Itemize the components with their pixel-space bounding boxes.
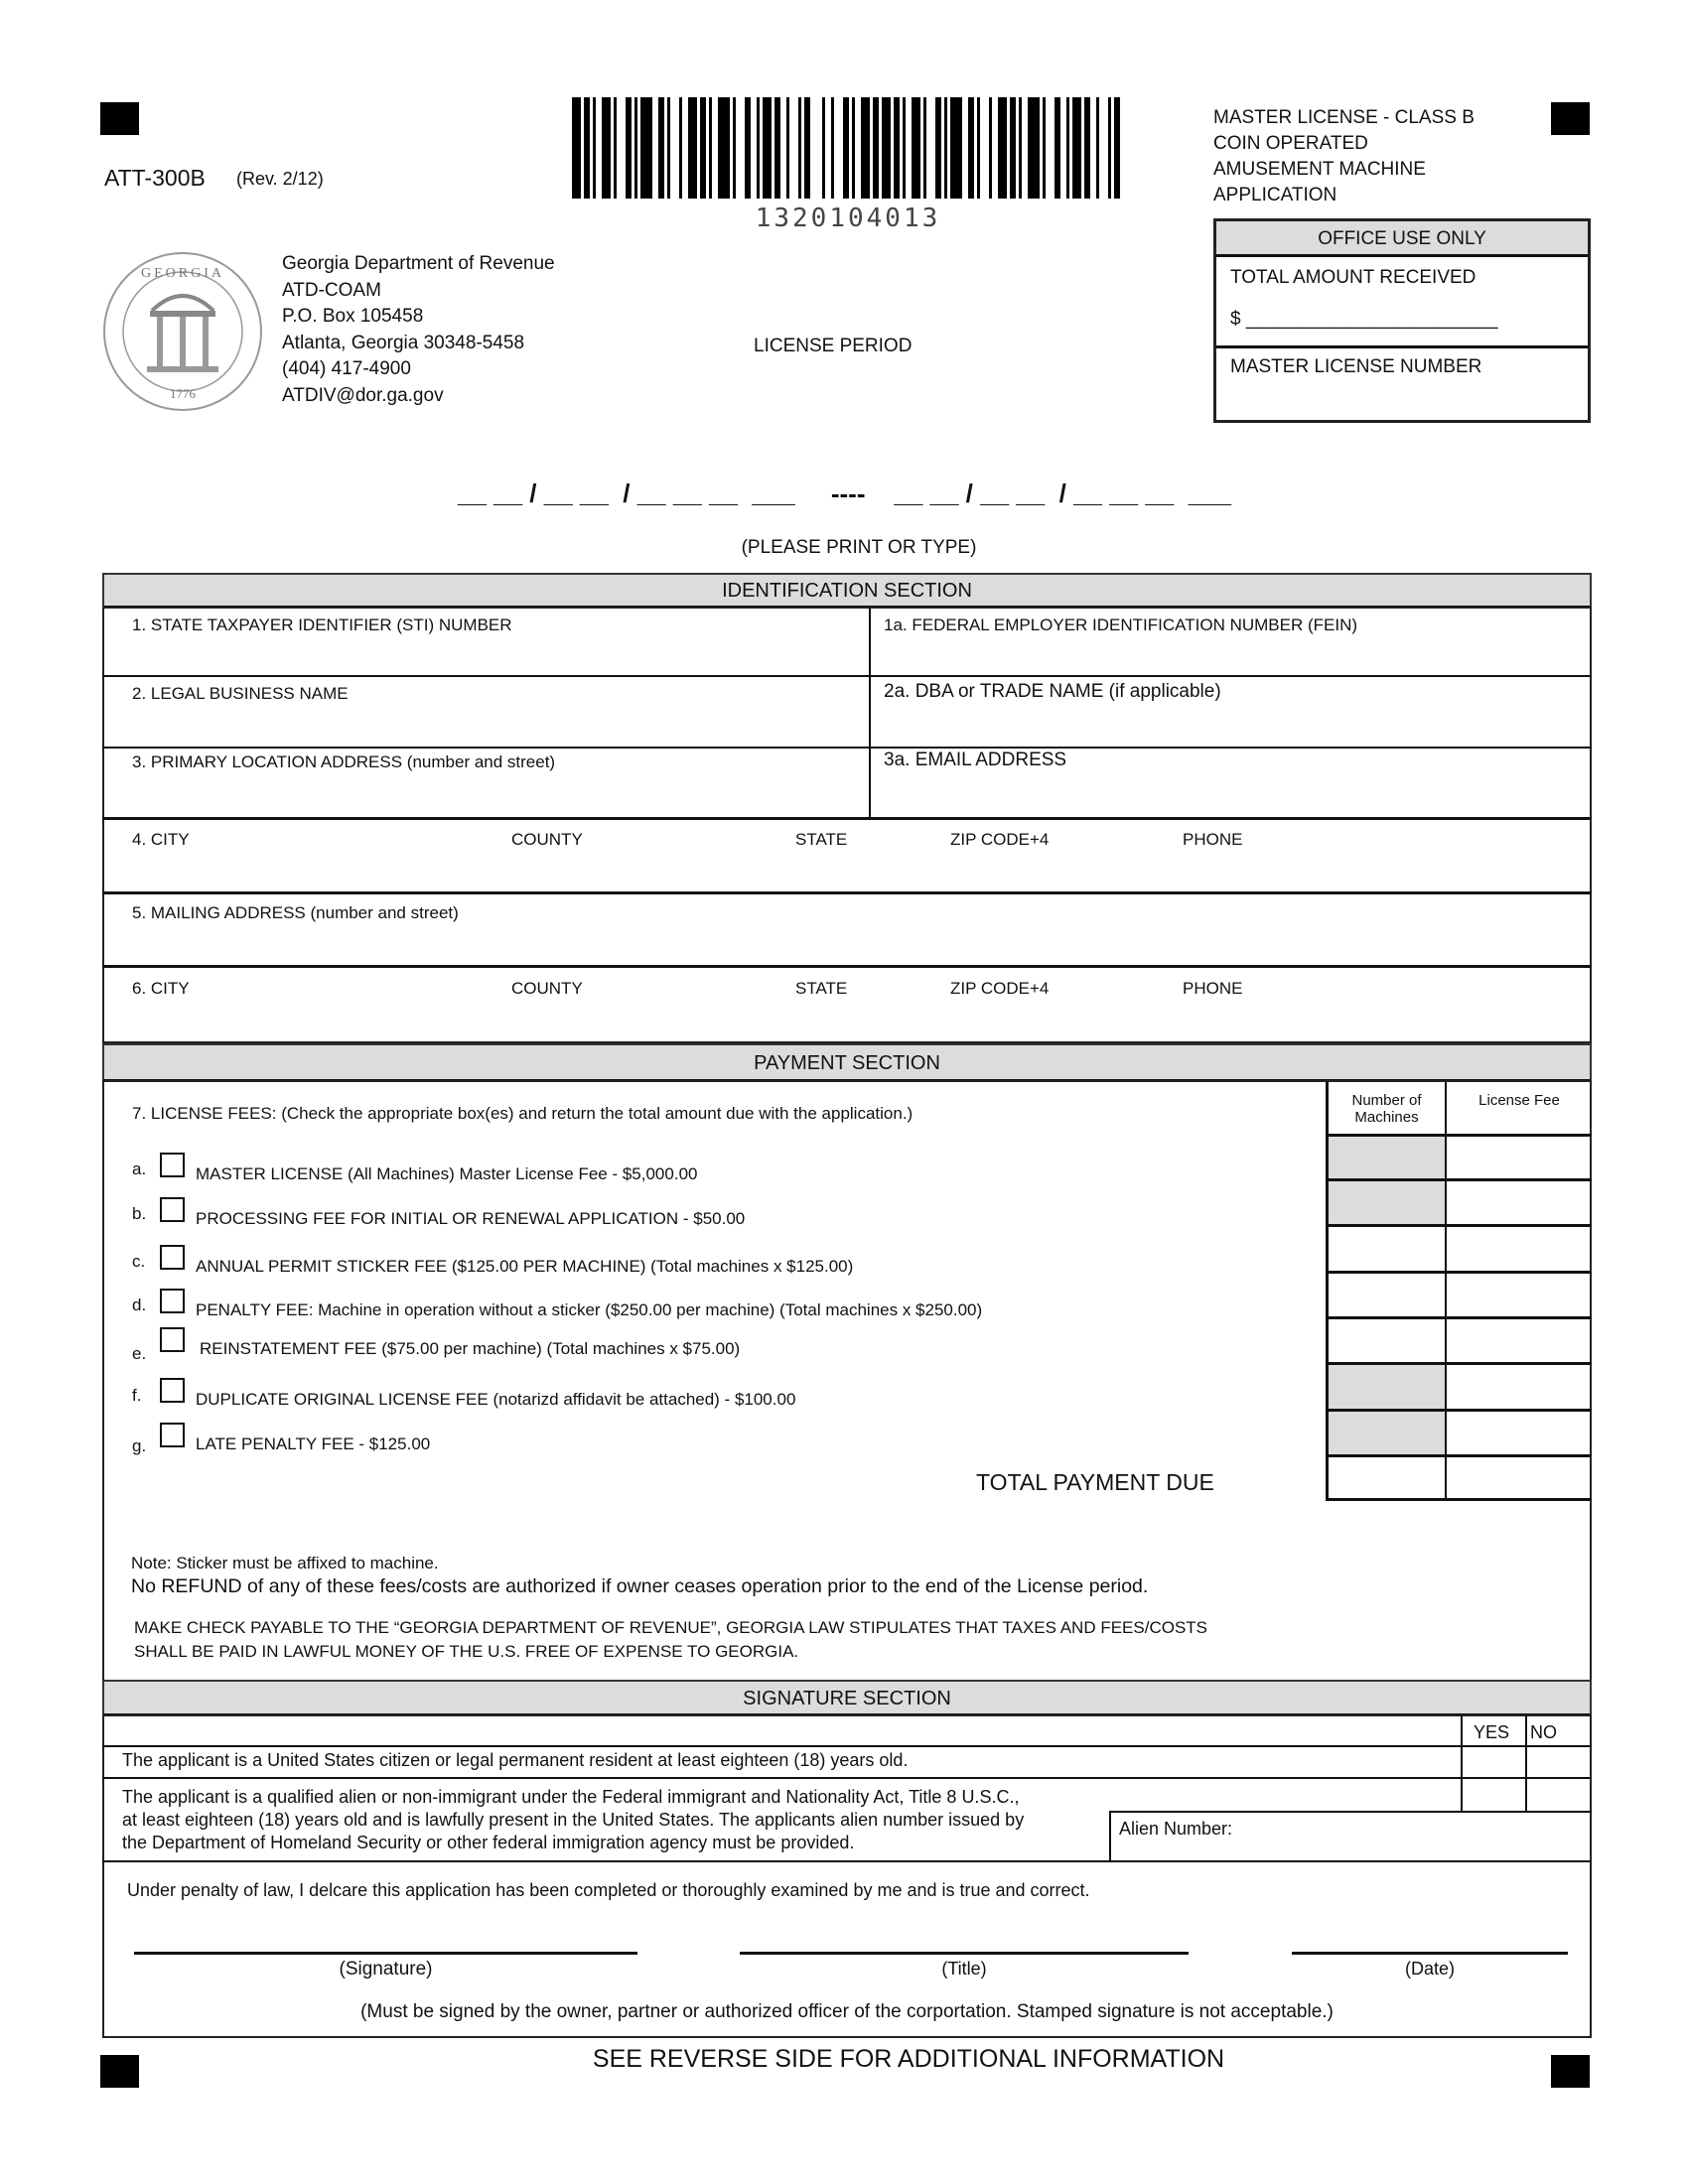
date-line[interactable]	[1292, 1952, 1568, 1955]
license-fee-cell[interactable]	[1447, 1457, 1592, 1498]
citizen-statement: The applicant is a United States citizen or legal permanent resident at least eighteen (18) years old.	[122, 1750, 909, 1770]
city-field[interactable]: 4. CITY	[132, 830, 190, 849]
fee-row	[1326, 1227, 1592, 1274]
georgia-seal-logo	[102, 251, 263, 412]
fee-item-label: REINSTATEMENT FEE ($75.00 per machine) (Total machines x $75.00)	[200, 1339, 741, 1358]
alien-line: at least eighteen (18) years old and is lawfully present in the United States. The applicants alien number issued by	[122, 1810, 1025, 1830]
number-of-machines-cell[interactable]	[1326, 1274, 1447, 1316]
registration-mark	[100, 102, 139, 135]
fee-row	[1326, 1319, 1592, 1365]
col-number-of-machines: Number of Machines	[1326, 1082, 1447, 1134]
barcode-bar	[763, 97, 772, 199]
alien-line: The applicant is a qualified alien or non-immigrant under the Federal immigrant and Nationality Act, Title 8 U.S.C.,	[122, 1787, 1020, 1807]
barcode-bar	[658, 97, 664, 199]
total-row	[1326, 1457, 1592, 1501]
barcode-bar	[640, 97, 652, 199]
barcode-bar	[679, 97, 682, 199]
fee-item-label: PENALTY FEE: Machine in operation without a sticker ($250.00 per machine) (Total machines x $250.00)	[196, 1300, 983, 1319]
address-line: ATD-COAM	[282, 279, 381, 301]
license-fee-cell[interactable]	[1447, 1319, 1592, 1362]
fee-item-letter: b.	[132, 1204, 147, 1223]
barcode-bar	[998, 97, 1007, 199]
license-fee-cell[interactable]	[1447, 1412, 1592, 1454]
number-of-machines-cell	[1326, 1365, 1447, 1409]
barcode-bar	[634, 97, 637, 199]
fee-item-checkbox[interactable]	[160, 1289, 185, 1313]
barcode-bar	[1019, 97, 1022, 199]
fee-item-checkbox[interactable]	[160, 1153, 185, 1177]
zip-field[interactable]: ZIP CODE+4	[950, 830, 1050, 849]
barcode-bar	[1028, 97, 1040, 199]
fee-item-checkbox[interactable]	[160, 1327, 185, 1352]
barcode-bar	[774, 97, 780, 199]
email-link[interactable]: ATDIV@dor.ga.gov	[282, 384, 444, 406]
license-period-label: LICENSE PERIOD	[754, 336, 913, 356]
svg-text:1776: 1776	[170, 386, 196, 401]
license-fees-instruction: 7. LICENSE FEES: (Check the appropriate box(es) and return the total amount due with the application.)	[132, 1104, 914, 1123]
form-id: ATT-300B	[104, 165, 206, 191]
barcode-bar	[1084, 97, 1090, 199]
fee-row	[1326, 1181, 1592, 1227]
barcode-bar	[935, 97, 941, 199]
signature-label: (Signature)	[339, 1959, 433, 1979]
total-amount-received	[1216, 257, 1588, 348]
check-note-line2: SHALL BE PAID IN LAWFUL MONEY OF THE U.S. FREE OF EXPENSE TO GEORGIA.	[134, 1642, 799, 1661]
total-received-field[interactable]: $ ________________________	[1230, 309, 1498, 330]
fee-item-label: ANNUAL PERMIT STICKER FEE ($125.00 PER MACHINE) (Total machines x $125.00)	[196, 1257, 854, 1276]
signing-requirement: (Must be signed by the owner, partner or authorized officer of the corportation. Stamped signature is not acceptable.)	[360, 2001, 1334, 2022]
mailing-city-field[interactable]: 6. CITY	[132, 979, 190, 998]
title-line: MASTER LICENSE - CLASS B	[1213, 107, 1475, 128]
citizen-yes-box[interactable]	[1463, 1747, 1524, 1775]
barcode-bar	[894, 97, 900, 199]
office-use-title: OFFICE USE ONLY	[1216, 221, 1588, 257]
license-period-dates[interactable]: __ __ / __ __ / __ __ __ ___ ---- __ __ / __ __ / __ __ __ ___	[458, 478, 1232, 508]
title-label: (Title)	[941, 1959, 987, 1979]
barcode-bar	[1010, 97, 1016, 199]
barcode-bar	[1114, 97, 1120, 199]
barcode-bar	[786, 97, 789, 199]
number-of-machines-cell[interactable]	[1326, 1457, 1447, 1498]
license-fee-cell[interactable]	[1447, 1274, 1592, 1316]
barcode-bar	[1108, 97, 1111, 199]
barcode-bar	[593, 97, 596, 199]
address-line: Georgia Department of Revenue	[282, 253, 555, 274]
fee-item-letter: c.	[132, 1252, 146, 1271]
barcode-bar	[912, 97, 920, 199]
barcode-bar	[584, 97, 590, 199]
fee-item-label: LATE PENALTY FEE - $125.00	[196, 1434, 431, 1453]
check-note-line1: MAKE CHECK PAYABLE TO THE “GEORGIA DEPARTMENT OF REVENUE”, GEORGIA LAW STIPULATES THAT TAXES AND FEES/COSTS	[134, 1618, 1208, 1637]
email-address-field[interactable]: 3a. EMAIL ADDRESS	[884, 750, 1067, 770]
sticker-note: Note: Sticker must be affixed to machine.	[131, 1554, 439, 1572]
fee-item-checkbox[interactable]	[160, 1423, 185, 1447]
barcode-bar	[1072, 97, 1081, 199]
citizen-no-box[interactable]	[1527, 1747, 1591, 1775]
mailing-zip-field[interactable]: ZIP CODE+4	[950, 979, 1050, 998]
barcode-bar	[822, 97, 825, 199]
license-fee-cell[interactable]	[1447, 1365, 1592, 1409]
agency-address	[282, 251, 555, 409]
barcode-bar	[950, 97, 962, 199]
address-line: (404) 417-4900	[282, 358, 411, 379]
title-line[interactable]	[740, 1952, 1189, 1955]
svg-text:GEORGIA: GEORGIA	[141, 266, 224, 281]
barcode-bar	[923, 97, 926, 199]
yes-column-label: YES	[1474, 1722, 1510, 1742]
barcode-number: 1320104013	[755, 204, 941, 233]
alien-statement	[122, 1786, 1024, 1854]
sti-number-field[interactable]: 1. STATE TAXPAYER IDENTIFIER (STI) NUMBER	[132, 615, 512, 634]
barcode-bar	[944, 97, 947, 199]
total-payment-due-label: TOTAL PAYMENT DUE	[976, 1469, 1214, 1495]
number-of-machines-cell	[1326, 1181, 1447, 1224]
barcode-bar	[745, 97, 751, 199]
form-title	[1213, 105, 1475, 208]
barcode-bar	[757, 97, 760, 199]
print-note: (PLEASE PRINT OR TYPE)	[741, 537, 977, 558]
barcode-bar	[798, 97, 801, 199]
number-of-machines-cell	[1326, 1412, 1447, 1454]
number-of-machines-cell[interactable]	[1326, 1319, 1447, 1362]
license-fee-cell[interactable]	[1447, 1137, 1592, 1178]
barcode-bar	[709, 97, 712, 199]
primary-address-field[interactable]: 3. PRIMARY LOCATION ADDRESS (number and street)	[132, 752, 556, 771]
mailing-phone-field[interactable]: PHONE	[1183, 979, 1243, 998]
barcode-bar	[718, 97, 730, 199]
barcode-bar	[861, 97, 870, 199]
barcode-bar	[843, 97, 849, 199]
fee-table	[1326, 1082, 1592, 1501]
barcode-bar	[572, 97, 581, 199]
address-line: P.O. Box 105458	[282, 306, 424, 327]
fee-item-label: DUPLICATE ORIGINAL LICENSE FEE (notarizd affidavit be attached) - $100.00	[196, 1390, 796, 1409]
total-received-label: TOTAL AMOUNT RECEIVED	[1230, 267, 1477, 288]
no-column-label: NO	[1530, 1722, 1557, 1742]
fee-item-letter: g.	[132, 1436, 147, 1455]
mailing-address-field[interactable]: 5. MAILING ADDRESS (number and street)	[132, 903, 459, 922]
barcode-bar	[989, 97, 992, 199]
barcode-bar	[614, 97, 617, 199]
barcode-bar	[977, 97, 980, 199]
barcode-bar	[968, 97, 974, 199]
fee-row	[1326, 1365, 1592, 1412]
fee-item-label: PROCESSING FEE FOR INITIAL OR RENEWAL APPLICATION - $50.00	[196, 1209, 746, 1228]
fee-item-letter: e.	[132, 1344, 147, 1363]
refund-note: No REFUND of any of these fees/costs are authorized if owner ceases operation prior to the end of the License period.	[131, 1575, 1149, 1597]
master-license-number[interactable]: MASTER LICENSE NUMBER	[1230, 356, 1482, 377]
alien-line: the Department of Homeland Security or other federal immigration agency must be provided.	[122, 1833, 855, 1852]
title-line: COIN OPERATED	[1213, 133, 1368, 154]
identification-header: IDENTIFICATION SECTION	[102, 573, 1592, 609]
alien-no-box[interactable]	[1527, 1779, 1591, 1809]
fee-item-letter: f.	[132, 1386, 142, 1405]
barcode-bar	[882, 97, 891, 199]
date-label: (Date)	[1404, 1959, 1455, 1979]
barcode-bar	[1055, 97, 1060, 199]
barcode-bar	[804, 97, 810, 199]
number-of-machines-cell	[1326, 1137, 1447, 1178]
mailing-state-field[interactable]: STATE	[795, 979, 848, 998]
mailing-county-field[interactable]: COUNTY	[511, 979, 583, 998]
fee-item-checkbox[interactable]	[160, 1378, 185, 1403]
identification-section	[102, 607, 1592, 1043]
barcode-bar	[688, 97, 697, 199]
title-line: AMUSEMENT MACHINE	[1213, 159, 1426, 180]
office-use-box	[1213, 218, 1591, 423]
barcode-bar	[667, 97, 670, 199]
barcode-bar	[626, 97, 632, 199]
barcode-bar	[852, 97, 855, 199]
fee-item-letter: d.	[132, 1296, 147, 1314]
dba-name-field[interactable]: 2a. DBA or TRADE NAME (if applicable)	[884, 681, 1221, 702]
address-line: Atlanta, Georgia 30348-5458	[282, 332, 525, 353]
barcode-bar	[903, 97, 906, 199]
fee-row	[1326, 1412, 1592, 1457]
county-field[interactable]: COUNTY	[511, 830, 583, 849]
fee-row	[1326, 1137, 1592, 1181]
alien-yes-box[interactable]	[1463, 1779, 1524, 1809]
alien-number-field[interactable]: Alien Number:	[1109, 1811, 1592, 1860]
signature-line[interactable]	[134, 1952, 637, 1955]
state-field[interactable]: STATE	[795, 830, 848, 849]
fee-row	[1326, 1274, 1592, 1319]
barcode-bar	[873, 97, 879, 199]
fee-item-label: MASTER LICENSE (All Machines) Master License Fee - $5,000.00	[196, 1164, 698, 1183]
license-fee-cell[interactable]	[1447, 1181, 1592, 1224]
number-of-machines-cell[interactable]	[1326, 1227, 1447, 1271]
title-line: APPLICATION	[1213, 185, 1337, 205]
fein-field[interactable]: 1a. FEDERAL EMPLOYER IDENTIFICATION NUMBER (FEIN)	[884, 615, 1358, 634]
revision: (Rev. 2/12)	[236, 169, 324, 189]
barcode-bar	[733, 97, 736, 199]
registration-mark	[1551, 102, 1590, 135]
declaration: Under penalty of law, I delcare this application has been completed or thoroughly examined by me and is true and correct.	[127, 1880, 1090, 1900]
barcode-bar	[602, 97, 611, 199]
see-reverse-note: SEE REVERSE SIDE FOR ADDITIONAL INFORMATION	[592, 2045, 1225, 2073]
barcode-bar	[831, 97, 834, 199]
fee-item-checkbox[interactable]	[160, 1245, 185, 1270]
barcode-bar	[1066, 97, 1069, 199]
barcode	[572, 97, 1124, 203]
fee-item-checkbox[interactable]	[160, 1197, 185, 1222]
barcode-bar	[1096, 97, 1099, 199]
fee-item-letter: a.	[132, 1160, 147, 1178]
license-fee-cell[interactable]	[1447, 1227, 1592, 1271]
phone-field[interactable]: PHONE	[1183, 830, 1243, 849]
legal-business-name-field[interactable]: 2. LEGAL BUSINESS NAME	[132, 684, 349, 703]
barcode-bar	[700, 97, 706, 199]
payment-header: PAYMENT SECTION	[102, 1043, 1592, 1082]
signature-header: SIGNATURE SECTION	[102, 1680, 1592, 1716]
barcode-bar	[1043, 97, 1046, 199]
col-license-fee: License Fee	[1478, 1092, 1560, 1109]
